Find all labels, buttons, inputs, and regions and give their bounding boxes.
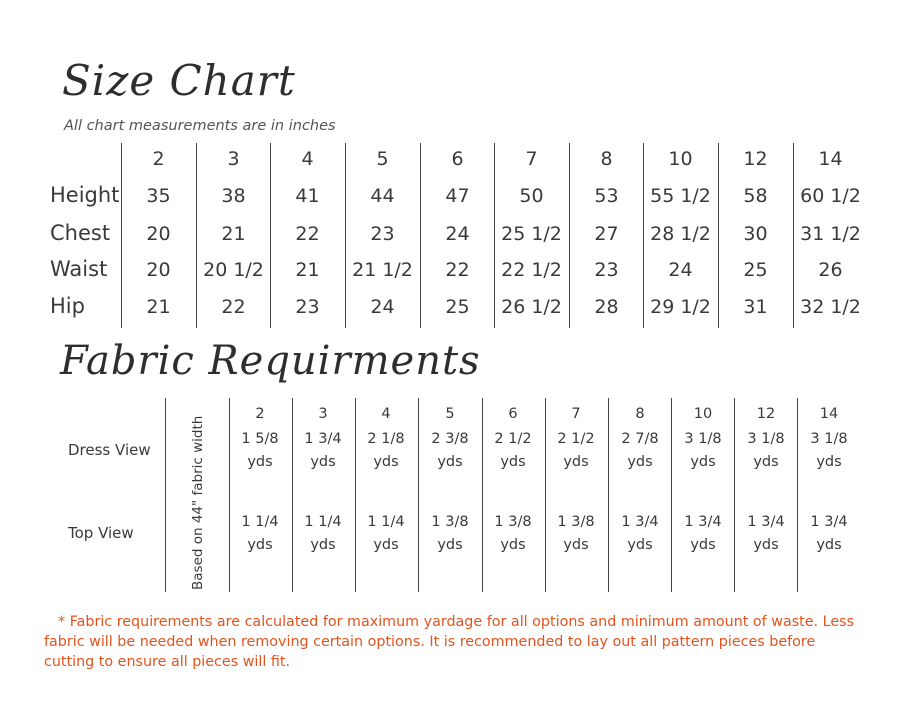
fabric-unit: yds — [563, 537, 589, 553]
fabric-column-divider — [608, 398, 609, 592]
fabric-size-header: 8 — [635, 406, 645, 422]
fabric-unit: yds — [690, 454, 716, 470]
footnote: * Fabric requirements are calculated for maximum yardage for all options and minimum amount of waste. Less fabric will be needed when removing certain options. It is recommended to lay out all pattern pieces before cutting to ensure all pieces will fit. — [44, 614, 855, 670]
size-chart-cell: 22 — [295, 223, 320, 245]
size-chart-cell: 21 — [146, 296, 171, 318]
fabric-unit: yds — [373, 537, 399, 553]
size-chart-cell: 22 1/2 — [501, 259, 562, 281]
fabric-amount: 2 1/8 — [367, 431, 405, 447]
size-chart-cell: 28 1/2 — [650, 223, 711, 245]
size-chart-size-header: 3 — [227, 148, 240, 170]
fabric-unit: yds — [816, 454, 842, 470]
size-chart-size-header: 5 — [376, 148, 389, 170]
size-chart-size-header: 4 — [301, 148, 314, 170]
fabric-amount: 2 1/2 — [494, 431, 532, 447]
size-chart-column-divider — [345, 143, 346, 328]
size-chart-cell: 23 — [594, 259, 619, 281]
size-chart-cell: 60 1/2 — [800, 185, 861, 207]
size-chart-cell: 47 — [445, 185, 470, 207]
size-chart-cell: 30 — [743, 223, 768, 245]
size-chart-row-label: Waist — [50, 257, 108, 281]
fabric-amount: 1 3/4 — [684, 514, 722, 530]
fabric-amount: 1 5/8 — [241, 431, 279, 447]
size-chart-column-divider — [494, 143, 495, 328]
size-chart-cell: 24 — [370, 296, 395, 318]
size-chart-cell: 25 — [743, 259, 768, 281]
size-chart-cell: 21 — [221, 223, 246, 245]
fabric-amount: 2 1/2 — [557, 431, 595, 447]
size-chart-cell: 27 — [594, 223, 619, 245]
size-chart-cell: 35 — [146, 185, 171, 207]
size-chart-cell: 26 — [818, 259, 843, 281]
fabric-amount: 2 7/8 — [621, 431, 659, 447]
size-chart-cell: 38 — [221, 185, 246, 207]
fabric-amount: 1 3/4 — [621, 514, 659, 530]
fabric-amount: 1 3/4 — [747, 514, 785, 530]
fabric-amount: 3 1/8 — [684, 431, 722, 447]
size-chart-cell: 20 1/2 — [203, 259, 264, 281]
fabric-amount: 3 1/8 — [810, 431, 848, 447]
fabric-requirements-title: Fabric Requirments — [60, 338, 481, 384]
fabric-size-header: 14 — [819, 406, 839, 422]
size-chart-cell: 25 — [445, 296, 470, 318]
fabric-column-divider — [418, 398, 419, 592]
fabric-amount: 1 3/8 — [431, 514, 469, 530]
fabric-column-divider — [292, 398, 293, 592]
size-chart-title: Size Chart — [62, 56, 296, 105]
size-chart-cell: 22 — [445, 259, 470, 281]
size-chart-subtitle: All chart measurements are in inches — [64, 118, 336, 134]
fabric-unit: yds — [690, 537, 716, 553]
fabric-row-label: Top View — [68, 524, 134, 542]
fabric-size-header: 3 — [318, 406, 328, 422]
size-chart-cell: 25 1/2 — [501, 223, 562, 245]
size-chart-size-header: 12 — [743, 148, 768, 170]
size-chart-row-label: Chest — [50, 221, 111, 245]
fabric-unit: yds — [753, 454, 779, 470]
fabric-size-header: 4 — [381, 406, 391, 422]
fabric-amount: 1 1/4 — [304, 514, 342, 530]
fabric-unit: yds — [627, 537, 653, 553]
size-chart-column-divider — [643, 143, 644, 328]
size-chart-cell: 22 — [221, 296, 246, 318]
fabric-size-header: 2 — [255, 406, 265, 422]
size-chart-cell: 29 1/2 — [650, 296, 711, 318]
fabric-column-divider — [165, 398, 166, 592]
fabric-unit: yds — [247, 537, 273, 553]
fabric-unit: yds — [310, 454, 336, 470]
size-chart-size-header: 14 — [818, 148, 843, 170]
fabric-size-header: 10 — [693, 406, 713, 422]
size-chart-cell: 21 — [295, 259, 320, 281]
fabric-column-divider — [482, 398, 483, 592]
size-chart-cell: 50 — [519, 185, 544, 207]
size-chart-column-divider — [121, 143, 122, 328]
fabric-unit: yds — [816, 537, 842, 553]
size-chart-column-divider — [569, 143, 570, 328]
fabric-unit: yds — [373, 454, 399, 470]
fabric-unit: yds — [563, 454, 589, 470]
size-chart-cell: 20 — [146, 223, 171, 245]
fabric-amount: 1 3/8 — [494, 514, 532, 530]
fabric-size-header: 12 — [756, 406, 776, 422]
size-chart-cell: 58 — [743, 185, 768, 207]
fabric-amount: 1 3/4 — [304, 431, 342, 447]
fabric-amount: 2 3/8 — [431, 431, 469, 447]
fabric-amount: 1 1/4 — [367, 514, 405, 530]
fabric-size-header: 7 — [571, 406, 581, 422]
size-chart-cell: 41 — [295, 185, 320, 207]
fabric-unit: yds — [500, 454, 526, 470]
fabric-unit: yds — [247, 454, 273, 470]
fabric-width-note: Based on 44" fabric width — [190, 415, 206, 590]
fabric-column-divider — [797, 398, 798, 592]
size-chart-size-header: 8 — [600, 148, 613, 170]
size-chart-cell: 20 — [146, 259, 171, 281]
size-chart-column-divider — [270, 143, 271, 328]
fabric-column-divider — [229, 398, 230, 592]
fabric-column-divider — [545, 398, 546, 592]
fabric-amount: 1 3/4 — [810, 514, 848, 530]
fabric-unit: yds — [500, 537, 526, 553]
fabric-unit: yds — [753, 537, 779, 553]
fabric-unit: yds — [437, 454, 463, 470]
size-chart-size-header: 2 — [152, 148, 165, 170]
size-chart-cell: 23 — [370, 223, 395, 245]
size-chart-column-divider — [196, 143, 197, 328]
fabric-amount: 1 3/8 — [557, 514, 595, 530]
size-chart-cell: 32 1/2 — [800, 296, 861, 318]
fabric-column-divider — [734, 398, 735, 592]
size-chart-cell: 24 — [668, 259, 693, 281]
size-chart-row-label: Hip — [50, 294, 85, 318]
size-chart-cell: 55 1/2 — [650, 185, 711, 207]
size-chart-cell: 31 — [743, 296, 768, 318]
size-chart-cell: 21 1/2 — [352, 259, 413, 281]
size-chart-cell: 53 — [594, 185, 619, 207]
size-chart-cell: 44 — [370, 185, 395, 207]
size-chart-column-divider — [718, 143, 719, 328]
size-chart-column-divider — [793, 143, 794, 328]
fabric-column-divider — [671, 398, 672, 592]
size-chart-cell: 31 1/2 — [800, 223, 861, 245]
fabric-unit: yds — [627, 454, 653, 470]
size-chart-cell: 26 1/2 — [501, 296, 562, 318]
fabric-row-label: Dress View — [68, 441, 151, 459]
size-chart-size-header: 7 — [525, 148, 538, 170]
size-chart-cell: 24 — [445, 223, 470, 245]
fabric-size-header: 5 — [445, 406, 455, 422]
size-chart-row-label: Height — [50, 183, 120, 207]
fabric-column-divider — [355, 398, 356, 592]
fabric-unit: yds — [437, 537, 463, 553]
fabric-size-header: 6 — [508, 406, 518, 422]
fabric-unit: yds — [310, 537, 336, 553]
fabric-amount: 1 1/4 — [241, 514, 279, 530]
fabric-amount: 3 1/8 — [747, 431, 785, 447]
size-chart-size-header: 10 — [668, 148, 693, 170]
size-chart-cell: 28 — [594, 296, 619, 318]
size-chart-column-divider — [420, 143, 421, 328]
size-chart-cell: 23 — [295, 296, 320, 318]
size-chart-size-header: 6 — [451, 148, 464, 170]
